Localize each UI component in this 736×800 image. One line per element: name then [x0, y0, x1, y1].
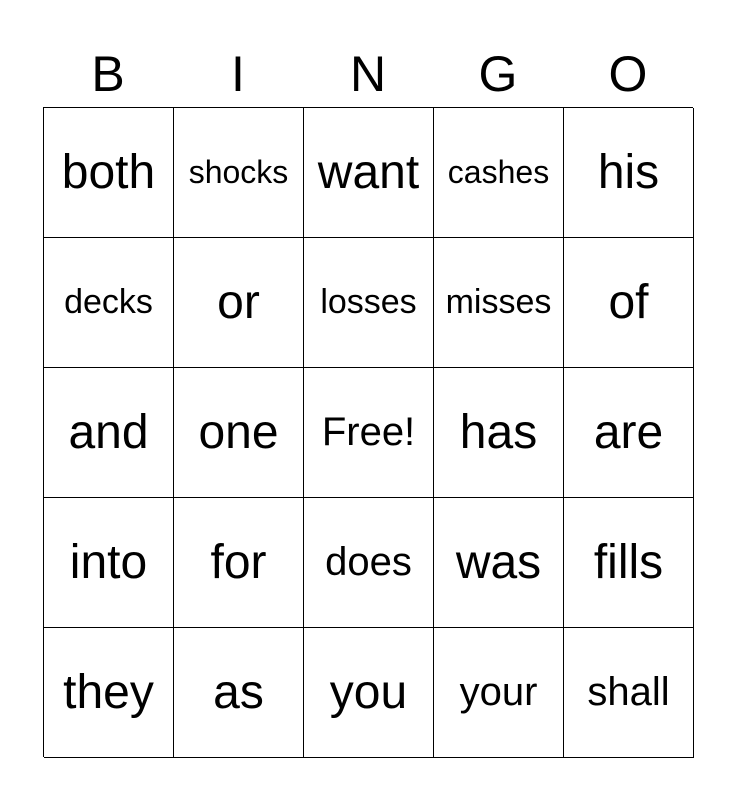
bingo-board: [43, 107, 693, 757]
bingo-cell[interactable]: fills: [564, 498, 694, 628]
bingo-cell[interactable]: was: [434, 498, 564, 628]
free-space-cell[interactable]: Free!: [304, 368, 434, 498]
header-letter-g: G: [478, 46, 518, 102]
bingo-cell[interactable]: cashes: [434, 108, 564, 238]
bingo-header: [43, 44, 693, 104]
header-letter-i: I: [231, 46, 245, 102]
bingo-cell[interactable]: they: [44, 628, 174, 758]
bingo-cell[interactable]: as: [174, 628, 304, 758]
bingo-cell[interactable]: both: [44, 108, 174, 238]
bingo-cell[interactable]: of: [564, 238, 694, 368]
bingo-cell[interactable]: shocks: [174, 108, 304, 238]
bingo-cell[interactable]: does: [304, 498, 434, 628]
bingo-cell[interactable]: you: [304, 628, 434, 758]
bingo-cell[interactable]: for: [174, 498, 304, 628]
header-letter-o: O: [608, 46, 648, 102]
bingo-cell[interactable]: or: [174, 238, 304, 368]
bingo-cell[interactable]: into: [44, 498, 174, 628]
bingo-cell[interactable]: shall: [564, 628, 694, 758]
bingo-cell[interactable]: has: [434, 368, 564, 498]
header-letter-b: B: [91, 46, 125, 102]
bingo-cell[interactable]: decks: [44, 238, 174, 368]
bingo-cell[interactable]: and: [44, 368, 174, 498]
bingo-cell[interactable]: your: [434, 628, 564, 758]
bingo-cell[interactable]: one: [174, 368, 304, 498]
header-letter-n: N: [349, 46, 387, 102]
bingo-cell[interactable]: misses: [434, 238, 564, 368]
bingo-cell[interactable]: his: [564, 108, 694, 238]
bingo-cell[interactable]: want: [304, 108, 434, 238]
bingo-cell[interactable]: losses: [304, 238, 434, 368]
bingo-cell[interactable]: are: [564, 368, 694, 498]
